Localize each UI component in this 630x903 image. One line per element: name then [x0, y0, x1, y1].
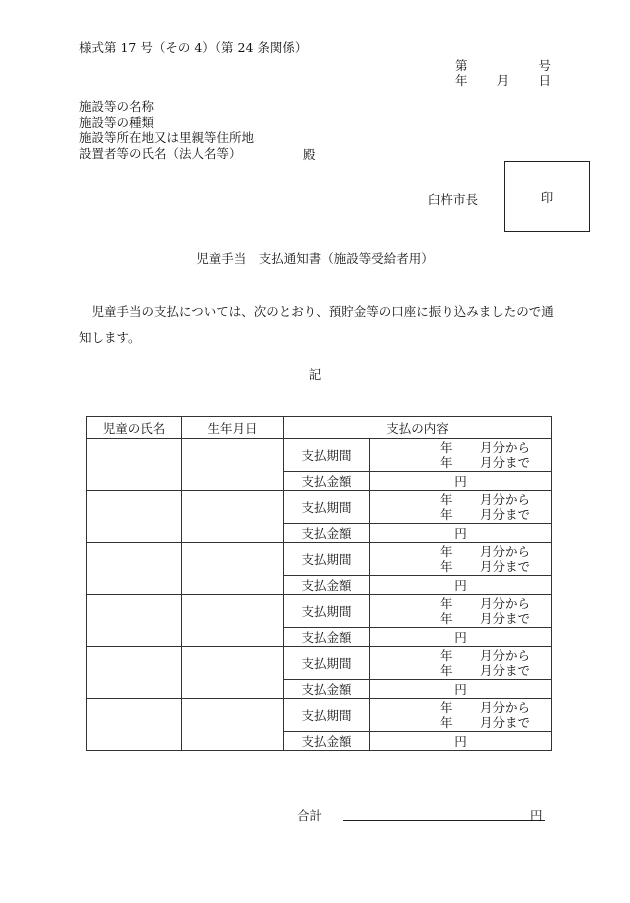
period-cell[interactable]: [370, 647, 552, 680]
table-row: [87, 699, 552, 732]
period-from-month: 月分から: [480, 492, 531, 507]
child-name-cell[interactable]: [87, 439, 182, 491]
payment-table: [86, 416, 552, 751]
period-from-year: 年: [440, 440, 453, 455]
amount-label: 支払金額: [284, 628, 370, 647]
header-birthdate: 生年月日: [182, 417, 284, 439]
period-to-month: 月分まで: [480, 507, 531, 522]
period-to-year: 年: [440, 611, 453, 626]
facility-type-label: 施設等の種類: [79, 114, 155, 130]
period-from-year: 年: [440, 700, 453, 715]
date-month: 月: [496, 73, 510, 88]
amount-label: 支払金額: [284, 576, 370, 595]
amount-cell[interactable]: [370, 472, 552, 491]
number-dai: 第: [455, 58, 468, 73]
period-cell[interactable]: [370, 543, 552, 576]
ki-marker: 記: [308, 367, 322, 382]
seal-label: 印: [540, 189, 554, 205]
table-row: [87, 439, 552, 472]
period-to-year: 年: [440, 663, 453, 678]
period-to-month: 月分まで: [480, 663, 531, 678]
amount-cell[interactable]: [370, 732, 552, 751]
period-from-year: 年: [440, 596, 453, 611]
period-to-month: 月分まで: [480, 455, 531, 470]
period-from-year: 年: [440, 648, 453, 663]
table-row: [87, 647, 552, 680]
period-cell[interactable]: [370, 595, 552, 628]
amount-label: 支払金額: [284, 472, 370, 491]
honorific: 殿: [303, 147, 316, 162]
period-from-month: 月分から: [480, 544, 531, 559]
period-to-year: 年: [440, 715, 453, 730]
period-label: 支払期間: [284, 647, 370, 680]
period-label: 支払期間: [284, 543, 370, 576]
table-row: [87, 491, 552, 524]
amount-yen: 円: [454, 682, 467, 697]
amount-cell[interactable]: [370, 628, 552, 647]
period-to-year: 年: [440, 455, 453, 470]
period-from-month: 月分から: [480, 440, 531, 455]
period-from-year: 年: [440, 492, 453, 507]
amount-cell[interactable]: [370, 524, 552, 543]
body-text: 児童手当の支払については、次のとおり、預貯金等の口座に振り込みましたので通知します。: [79, 304, 554, 345]
date-day: 日: [538, 73, 551, 88]
child-name-cell[interactable]: [87, 699, 182, 751]
facility-name-label: 施設等の名称: [79, 99, 155, 114]
facility-address-label: 施設等所在地又は里親等住所地: [79, 130, 255, 145]
period-from-month: 月分から: [480, 700, 531, 715]
amount-yen: 円: [454, 578, 467, 593]
period-label: 支払期間: [284, 439, 370, 472]
amount-yen: 円: [454, 474, 467, 489]
period-cell[interactable]: [370, 439, 552, 472]
child-name-cell[interactable]: [87, 647, 182, 699]
birthdate-cell[interactable]: [182, 699, 284, 751]
number-go: 号: [538, 58, 551, 73]
total-yen: 円: [530, 808, 543, 823]
table-row: [87, 595, 552, 628]
date-year: 年: [455, 73, 468, 88]
amount-label: 支払金額: [284, 680, 370, 699]
period-to-month: 月分まで: [480, 559, 531, 574]
amount-label: 支払金額: [284, 524, 370, 543]
total-label: 合計: [297, 808, 323, 823]
child-name-cell[interactable]: [87, 595, 182, 647]
birthdate-cell[interactable]: [182, 647, 284, 699]
period-to-year: 年: [440, 507, 453, 522]
header-payment-content: 支払の内容: [284, 417, 552, 439]
period-cell[interactable]: [370, 699, 552, 732]
period-from-month: 月分から: [480, 648, 531, 663]
table-header-row: [87, 417, 552, 439]
founder-name-label: 設置者等の氏名（法人名等）: [79, 145, 242, 161]
facility-block: [79, 99, 254, 161]
child-name-cell[interactable]: [87, 491, 182, 543]
table-row: [87, 543, 552, 576]
form-id: 様式第 17 号（その 4）（第 24 条関係）: [79, 40, 308, 55]
mayor-name: 臼杵市長: [428, 192, 479, 207]
birthdate-cell[interactable]: [182, 439, 284, 491]
period-to-month: 月分まで: [480, 715, 531, 730]
document-date: [455, 71, 551, 89]
total-line[interactable]: [343, 820, 545, 821]
period-label: 支払期間: [284, 595, 370, 628]
birthdate-cell[interactable]: [182, 595, 284, 647]
amount-yen: 円: [454, 734, 467, 749]
birthdate-cell[interactable]: [182, 491, 284, 543]
amount-cell[interactable]: [370, 680, 552, 699]
child-name-cell[interactable]: [87, 543, 182, 595]
period-to-month: 月分まで: [480, 611, 531, 626]
period-from-month: 月分から: [480, 596, 531, 611]
header-child-name: 児童の氏名: [87, 417, 182, 439]
period-cell[interactable]: [370, 491, 552, 524]
amount-yen: 円: [454, 526, 467, 541]
period-label: 支払期間: [284, 491, 370, 524]
birthdate-cell[interactable]: [182, 543, 284, 595]
amount-yen: 円: [454, 630, 467, 645]
period-from-year: 年: [440, 544, 453, 559]
period-to-year: 年: [440, 559, 453, 574]
amount-cell[interactable]: [370, 576, 552, 595]
period-label: 支払期間: [284, 699, 370, 732]
seal-box: [504, 161, 590, 232]
amount-label: 支払金額: [284, 732, 370, 751]
document-title: 児童手当 支払通知書（施設等受給者用）: [196, 251, 434, 266]
